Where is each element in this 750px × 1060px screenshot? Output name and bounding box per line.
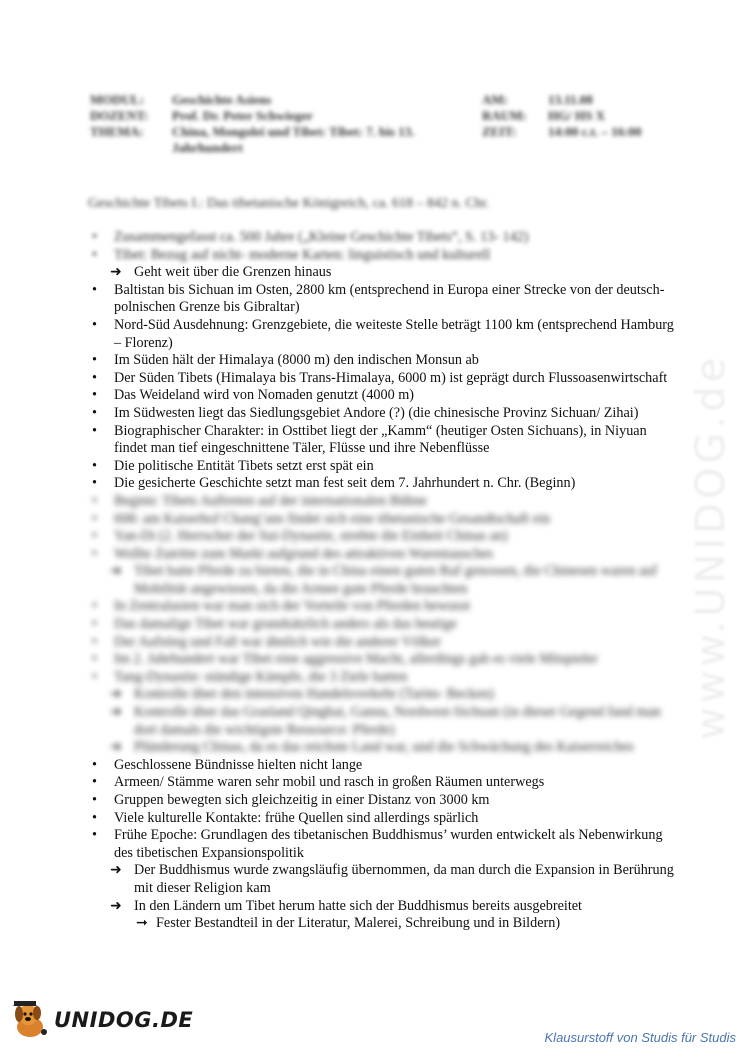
date-label: AM: xyxy=(482,92,508,107)
list-item: • Geschlossene Bündnisse hielten nicht lange xyxy=(90,757,680,775)
arrow-right-icon: ➜ xyxy=(110,862,122,879)
list-item: • Im 2. Jahrhundert war Tibet eine aggressive Macht, allerdings gab es viele Mitspieler xyxy=(90,651,680,669)
arrow-item xyxy=(90,563,680,598)
lecturer-label: DOZENT: xyxy=(90,108,149,123)
document-header xyxy=(90,92,670,156)
section-title: Geschichte Tibets I.: Das tibetanische Königreich, ca. 618 – 842 n. Chr. xyxy=(88,196,490,211)
date-value: 13.11.08 xyxy=(548,92,593,107)
arrow-item-text: Tibet hatte Pferde zu bieten, die in China einen guten Ruf genossen, die Chinesen waren auf Mobilität angewiesen, da die Armee gute Pferde brauchten xyxy=(134,563,658,597)
logo-text: UNIDOG.DE xyxy=(54,1008,194,1032)
lecture-notes xyxy=(90,229,680,933)
list-item: • Die politische Entität Tibets setzt erst spät ein xyxy=(90,458,680,476)
blurred-top-block xyxy=(90,229,680,264)
arrow-item-text: Der Buddhismus wurde zwangsläufig übernommen, da man durch die Expansion in Berührung mit dieser Religion kam xyxy=(134,862,674,896)
list-item: • Biographischer Charakter: in Osttibet liegt der „Kamm“ (heutiger Osten Sichuans), in Niyuan findet man tief eingeschnittene Täler, Flüsse und ihre Nebenflüsse xyxy=(90,423,680,458)
list-item: • Das Weideland wird von Nomaden genutzt (4000 m) xyxy=(90,387,680,405)
list-item: • Beginn: Tibets Auftreten auf der internationalen Bühne xyxy=(90,493,680,511)
arrow-item-text: Kontrolle über das Grasland Qinghai, Gansu, Nordwest-Sichuan (in dieser Gegend fand man dort damals die wichtigste Ressource: Pferde) xyxy=(134,704,661,738)
arrow-right-icon: ➜ xyxy=(110,897,122,914)
long-arrow-right-icon: ➞ xyxy=(136,915,148,932)
list-item: • Nord-Süd Ausdehnung: Grenzgebiete, die weiteste Stelle beträgt 1100 km (entsprechend Hamburg – Florenz) xyxy=(90,317,680,352)
header-row-module xyxy=(90,92,670,108)
arrow-item xyxy=(90,739,680,757)
arrow-item xyxy=(90,898,680,916)
list-item: • Armeen/ Stämme waren sehr mobil und rasch in großen Räumen unterwegs xyxy=(90,774,680,792)
header-row-topic xyxy=(90,124,670,156)
lecturer-value: Prof. Dr. Peter Schwieger xyxy=(172,108,313,123)
blurred-middle-block xyxy=(90,493,680,757)
arrow-item-text: Geht weit über die Grenzen hinaus xyxy=(134,264,332,281)
list-item: • Baltistan bis Sichuan im Osten, 2800 km (entsprechend in Europa einer Strecke von der deutsch-polnischen Grenze bis Gibraltar) xyxy=(90,282,680,317)
module-value: Geschichte Asiens xyxy=(172,92,272,107)
arrow-item xyxy=(90,686,680,704)
time-label: ZEIT: xyxy=(482,124,517,139)
nested-arrow-item xyxy=(90,915,680,933)
arrow-item-text: In den Ländern um Tibet herum hatte sich der Buddhismus bereits ausgebreitet xyxy=(134,897,582,914)
list-item: • Im Süden hält der Himalaya (8000 m) den indischen Monsun ab xyxy=(90,352,680,370)
list-item: • Die gesicherte Geschichte setzt man fest seit dem 7. Jahrhundert n. Chr. (Beginn) xyxy=(90,475,680,493)
arrow-item xyxy=(90,704,680,739)
topic-value: China, Mongolei und Tibet: Tibet: 7. bis 13. Jahrhundert xyxy=(172,124,415,155)
nested-arrow-item-text: Fester Bestandteil in der Literatur, Malerei, Schreibung und in Bildern) xyxy=(156,915,561,932)
module-label: MODUL: xyxy=(90,92,145,107)
list-item: • 608: am Kaiserhof Chang’ans findet sich eine tibetanische Gesandtschaft ein xyxy=(90,511,680,529)
arrow-item-text: Kontrolle über den intensiven Handelsverkehr (Tarim- Becken) xyxy=(134,686,494,703)
list-item: • Zusammengefasst ca. 500 Jahre („Kleine Geschichte Tibets“, S. 13- 142) xyxy=(90,229,680,247)
list-item: • Gruppen bewegten sich gleichzeitig in einer Distanz von 3000 km xyxy=(90,792,680,810)
arrow-right-icon: ➜ xyxy=(110,739,122,756)
list-item: • Das damalige Tibet war grundsätzlich anders als das heutige xyxy=(90,616,680,634)
list-item: • Frühe Epoche: Grundlagen des tibetanischen Buddhismus’ wurden entwickelt als Nebenwirkung des tibetischen Expansionspolitik xyxy=(90,827,680,862)
list-item: • Der Aufstieg und Fall war ähnlich wie die anderer Völker xyxy=(90,634,680,652)
header-row-lecturer xyxy=(90,108,670,124)
watermark: www.UNIDOG.de xyxy=(688,353,734,740)
list-item: • Der Süden Tibets (Himalaya bis Trans-Himalaya, 6000 m) ist geprägt durch Flussoasenwirtschaft xyxy=(90,370,680,388)
list-item: • Viele kulturelle Kontakte: frühe Quellen sind allerdings spärlich xyxy=(90,810,680,828)
dog-mascot-icon xyxy=(8,1000,52,1040)
topic-label: THEMA: xyxy=(90,124,144,139)
arrow-right-icon: ➜ xyxy=(110,704,122,721)
list-item: • Tibet: Bezug auf nicht- moderne Karten: linguistisch und kulturell xyxy=(90,247,680,265)
arrow-right-icon: ➜ xyxy=(110,686,122,703)
arrow-right-icon: ➜ xyxy=(110,264,122,281)
arrow-right-icon: ➜ xyxy=(110,563,122,580)
room-label: RAUM: xyxy=(482,108,527,123)
arrow-item-text: Plünderung Chinas, da es das reichste Land war, und die Schwächung des Kaiserreiches xyxy=(134,739,634,756)
room-value: HG/ HS X xyxy=(548,108,606,123)
footer-tagline: Klausurstoff von Studis für Studis xyxy=(544,1030,736,1045)
list-item: • In Zentralasien war man sich der Vorteile von Pferden bewusst xyxy=(90,598,680,616)
arrow-item xyxy=(90,862,680,897)
list-item: • Wollte Zutritte zum Markt aufgrund des attraktiven Warentausches xyxy=(90,546,680,564)
list-item: • Im Südwesten liegt das Siedlungsgebiet Andore (?) (die chinesische Provinz Sichuan/ Zihai) xyxy=(90,405,680,423)
list-item: • Yan-Di (2. Herrscher der Sui-Dynastie, strebte die Einheit Chinas an) xyxy=(90,528,680,546)
arrow-item xyxy=(90,264,680,282)
unidog-logo[interactable] xyxy=(8,1000,193,1040)
time-value: 14:00 c.t. – 16:00 xyxy=(548,124,642,139)
list-item: • Tang-Dynastie: ständige Kämpfe, die 3 Ziele hatten xyxy=(90,669,680,687)
